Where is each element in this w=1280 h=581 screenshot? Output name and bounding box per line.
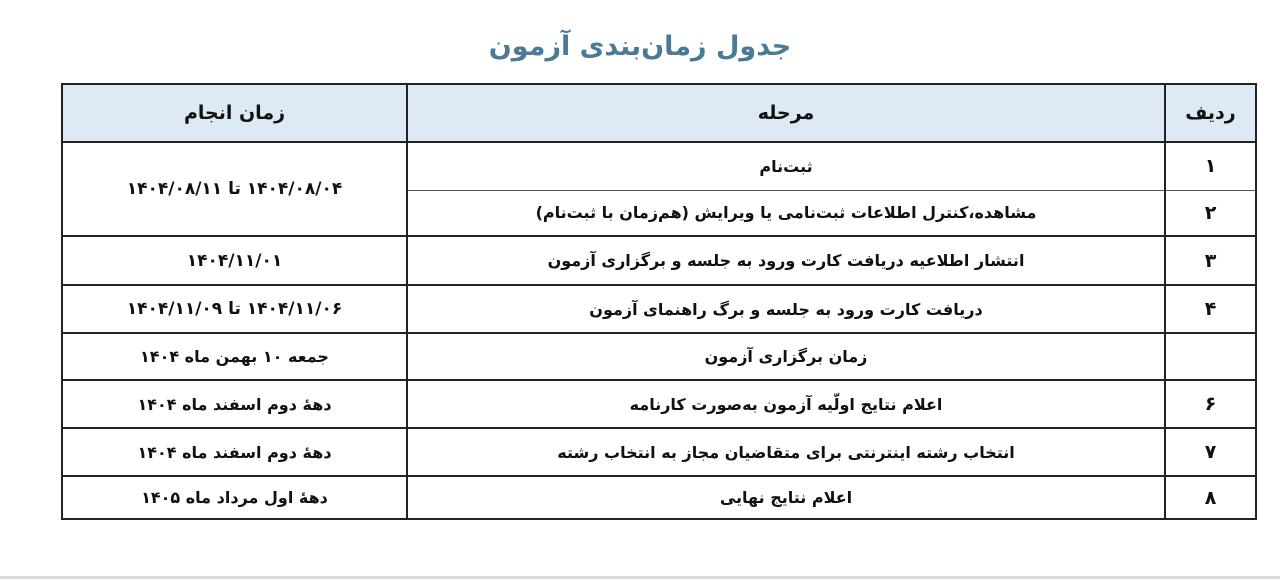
- table-header-row: [62, 84, 1256, 142]
- row-number: ۸: [1165, 476, 1256, 519]
- table-row: [62, 380, 1256, 428]
- row-time: دهۀ دوم اسفند ماه ۱۴۰۴: [62, 380, 407, 428]
- header-stage: مرحله: [407, 84, 1165, 142]
- row-number: ۶: [1165, 380, 1256, 428]
- row-stage: اعلام نتایج نهایی: [407, 476, 1165, 519]
- row-number: ۲: [1165, 190, 1256, 236]
- row-number: [1165, 333, 1256, 380]
- table-row: [62, 476, 1256, 519]
- row-time: جمعه ۱۰ بهمن ماه ۱۴۰۴: [62, 333, 407, 380]
- row-number: ۴: [1165, 285, 1256, 333]
- row-time: ۱۴۰۴/۱۱/۰۶ تا ۱۴۰۴/۱۱/۰۹: [62, 285, 407, 333]
- row-stage: ثبت‌نام: [407, 142, 1165, 190]
- bottom-divider: [0, 576, 1280, 579]
- row-stage: انتشار اطلاعیه دریافت کارت ورود به جلسه و برگزاری آزمون: [407, 236, 1165, 285]
- page-title: جدول زمان‌بندی آزمون: [488, 31, 792, 62]
- row-number: ۷: [1165, 428, 1256, 476]
- table-row: [62, 142, 1256, 190]
- table-row: [62, 333, 1256, 380]
- table-row: [62, 236, 1256, 285]
- header-time: زمان انجام: [62, 84, 407, 142]
- row-stage: مشاهده،کنترل اطلاعات ثبت‌نامی یا ویرایش (هم‌زمان با ثبت‌نام): [407, 190, 1165, 236]
- row-stage: زمان برگزاری آزمون: [407, 333, 1165, 380]
- row-stage: انتخاب رشته اینترنتی برای متقاضیان مجاز به انتخاب رشته: [407, 428, 1165, 476]
- row-number: ۳: [1165, 236, 1256, 285]
- schedule-table: [61, 83, 1257, 520]
- row-stage: اعلام نتایج اولّیه آزمون به‌صورت کارنامه: [407, 380, 1165, 428]
- row-time: دهۀ دوم اسفند ماه ۱۴۰۴: [62, 428, 407, 476]
- row-time: دهۀ اول مرداد ماه ۱۴۰۵: [62, 476, 407, 519]
- row-time: ۱۴۰۴/۱۱/۰۱: [62, 236, 407, 285]
- row-stage: دریافت کارت ورود به جلسه و برگ راهنمای آزمون: [407, 285, 1165, 333]
- header-number: ردیف: [1165, 84, 1256, 142]
- table-row: [62, 428, 1256, 476]
- row-number: ۱: [1165, 142, 1256, 190]
- table-row: [62, 285, 1256, 333]
- row-time: ۱۴۰۴/۰۸/۰۴ تا ۱۴۰۴/۰۸/۱۱: [62, 142, 407, 236]
